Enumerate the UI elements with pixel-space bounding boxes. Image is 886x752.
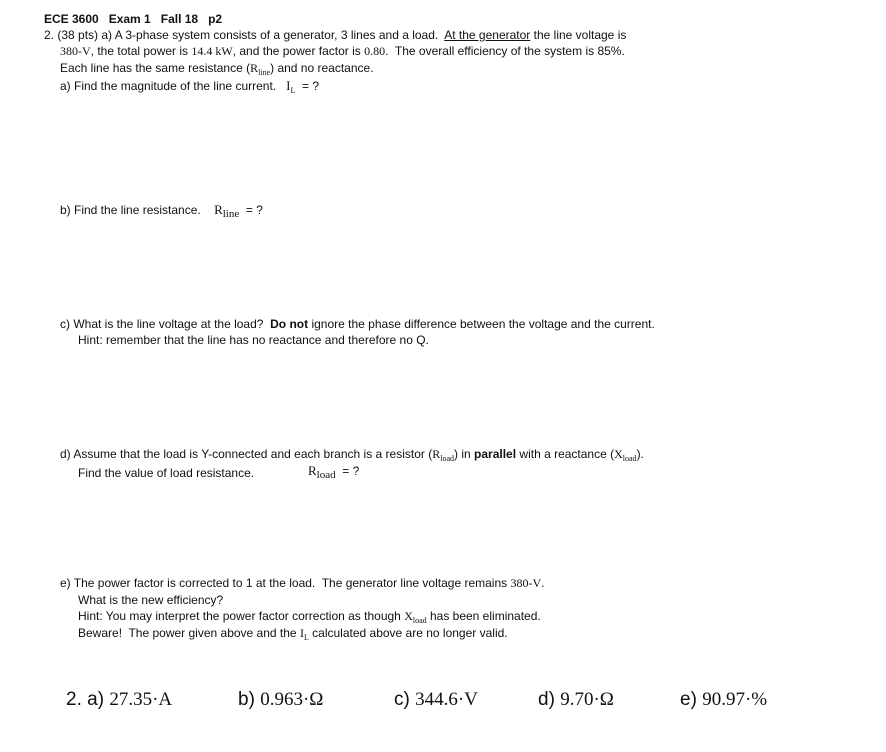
exam-header bbox=[44, 12, 222, 27]
answer-key bbox=[0, 689, 886, 717]
answer-b: b) 0.963·Ω bbox=[238, 689, 324, 710]
part-e-hint: Hint: You may interpret the power factor correction as though $X_{load}$ has been eliminated. bbox=[78, 609, 541, 625]
part-e-question: e) The power factor is corrected to 1 at the load. The generator line voltage remains 380-V. bbox=[60, 576, 545, 590]
part-b-question: b) Find the line resistance. Rline = ? bbox=[60, 202, 263, 220]
problem-intro-line-2: 380-V, the total power is 14.4 kW, and the power factor is 0.80. The overall efficiency of the system is 85%. bbox=[60, 44, 625, 58]
answer-c: c) 344.6·V bbox=[394, 689, 478, 710]
part-e-beware: Beware! The power given above and the $I_L$ calculated above are no longer valid. bbox=[78, 626, 508, 642]
answer-d: d) 9.70·Ω bbox=[538, 689, 614, 710]
part-e-new-efficiency: What is the new efficiency? bbox=[78, 593, 224, 607]
part-d-question: d) Assume that the load is Y-connected and each branch is a resistor $(R_{load})$ in parallel with a reactance $(X_{load})$. bbox=[60, 447, 644, 463]
line-current-symbol: I bbox=[286, 78, 291, 93]
exam-title: ECE 3600 Exam 1 Fall 18 p2 bbox=[44, 12, 223, 26]
part-c-question: c) What is the line voltage at the load? Do not ignore the phase difference between the voltage and the current. bbox=[60, 317, 655, 331]
answer-a: 2. a) 27.35·A bbox=[66, 689, 173, 710]
load-resistance-expression: Rload = ? bbox=[308, 463, 360, 481]
answer-e: e) 90.97·% bbox=[680, 689, 768, 710]
problem-intro-line-1: 2. (38 pts) a) A 3-phase system consists of a generator, 3 lines and a load. At the generator the line voltage is bbox=[44, 28, 627, 42]
part-c-hint: Hint: remember that the line has no reactance and therefore no Q. bbox=[78, 333, 429, 347]
problem-intro-line-3: Each line has the same resistance $(R_{line})$ and no reactance. bbox=[60, 61, 374, 77]
load-resistance-symbol: R bbox=[308, 463, 317, 478]
part-d-find: Find the value of load resistance. bbox=[78, 466, 255, 480]
part-a-question: a) Find the magnitude of the line current. $I_L$ = ? bbox=[60, 78, 320, 95]
line-resistance-symbol: R bbox=[214, 202, 223, 217]
